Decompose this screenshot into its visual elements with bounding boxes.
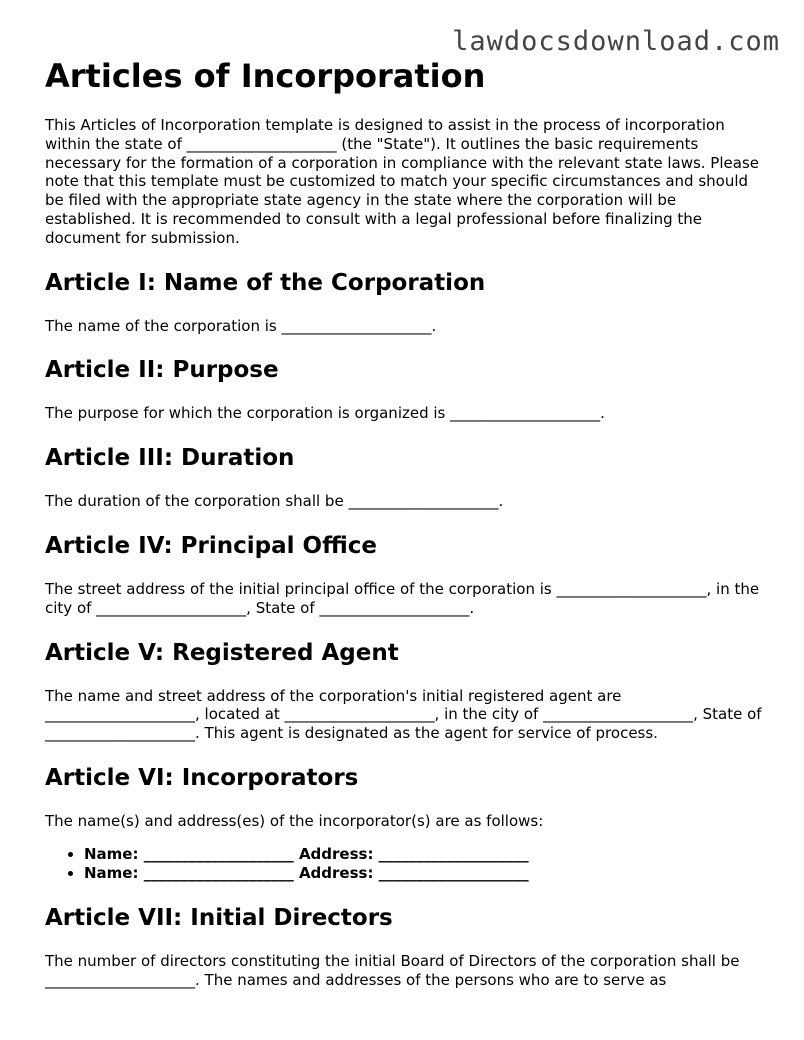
article-1-text: The name of the corporation is ____________________. [45, 316, 437, 335]
article-4-heading: Article IV: Principal Office [45, 532, 377, 559]
article-2-heading: Article II: Purpose [45, 357, 279, 384]
list-item [84, 845, 765, 864]
article-7-heading: Article VII: Initial Directors [45, 904, 393, 931]
name-blank: ____________________ [138, 863, 299, 882]
name-blank: ____________________ [138, 844, 299, 863]
article-6-text: The name(s) and address(es) of the incorporator(s) are as follows: [45, 811, 544, 830]
article-7-text: The number of directors constituting the initial Board of Directors of the corporation shall be ____________________. The names and addresses of the persons who are to serve as [45, 951, 740, 989]
article-3-heading: Article III: Duration [45, 445, 295, 472]
list-item [84, 864, 765, 883]
watermark: lawdocsdownload.com [452, 26, 780, 57]
article-2-text: The purpose for which the corporation is organized is ____________________. [45, 404, 605, 423]
name-label: Name: [84, 863, 139, 882]
address-label: Address: [298, 863, 374, 882]
intro-paragraph: This Articles of Incorporation template is designed to assist in the process of incorporation within the state of ____________________ (the "State"). It outlines the basic requirements necessary for the formation of a corporation in compliance with the relevant state laws. Please note that this template must be customized to match your specific circumstances and should be filed with the appropriate state agency in the state where the corporation will be established. It is recommended to consult with a legal professional before finalizing the document for submission. [45, 116, 759, 247]
document-title: Articles of Incorporation [45, 57, 486, 95]
address-blank: ____________________ [373, 844, 529, 863]
name-label: Name: [84, 844, 139, 863]
article-3-text: The duration of the corporation shall be ____________________. [45, 492, 504, 511]
article-4-text: The street address of the initial principal office of the corporation is ____________________, in the city of ____________________, State of ____________________. [45, 579, 760, 617]
article-1-heading: Article I: Name of the Corporation [45, 269, 486, 296]
article-5-text: The name and street address of the corporation's initial registered agent are ____________________, located at ____________________, in the city of ____________________, State of ____________________. This agent is designated as the agent for service of process. [45, 686, 762, 743]
address-blank: ____________________ [373, 863, 529, 882]
document-page [45, 56, 765, 989]
article-5-heading: Article V: Registered Agent [45, 639, 399, 666]
incorporator-list [45, 845, 765, 883]
address-label: Address: [298, 844, 374, 863]
article-6-heading: Article VI: Incorporators [45, 764, 359, 791]
